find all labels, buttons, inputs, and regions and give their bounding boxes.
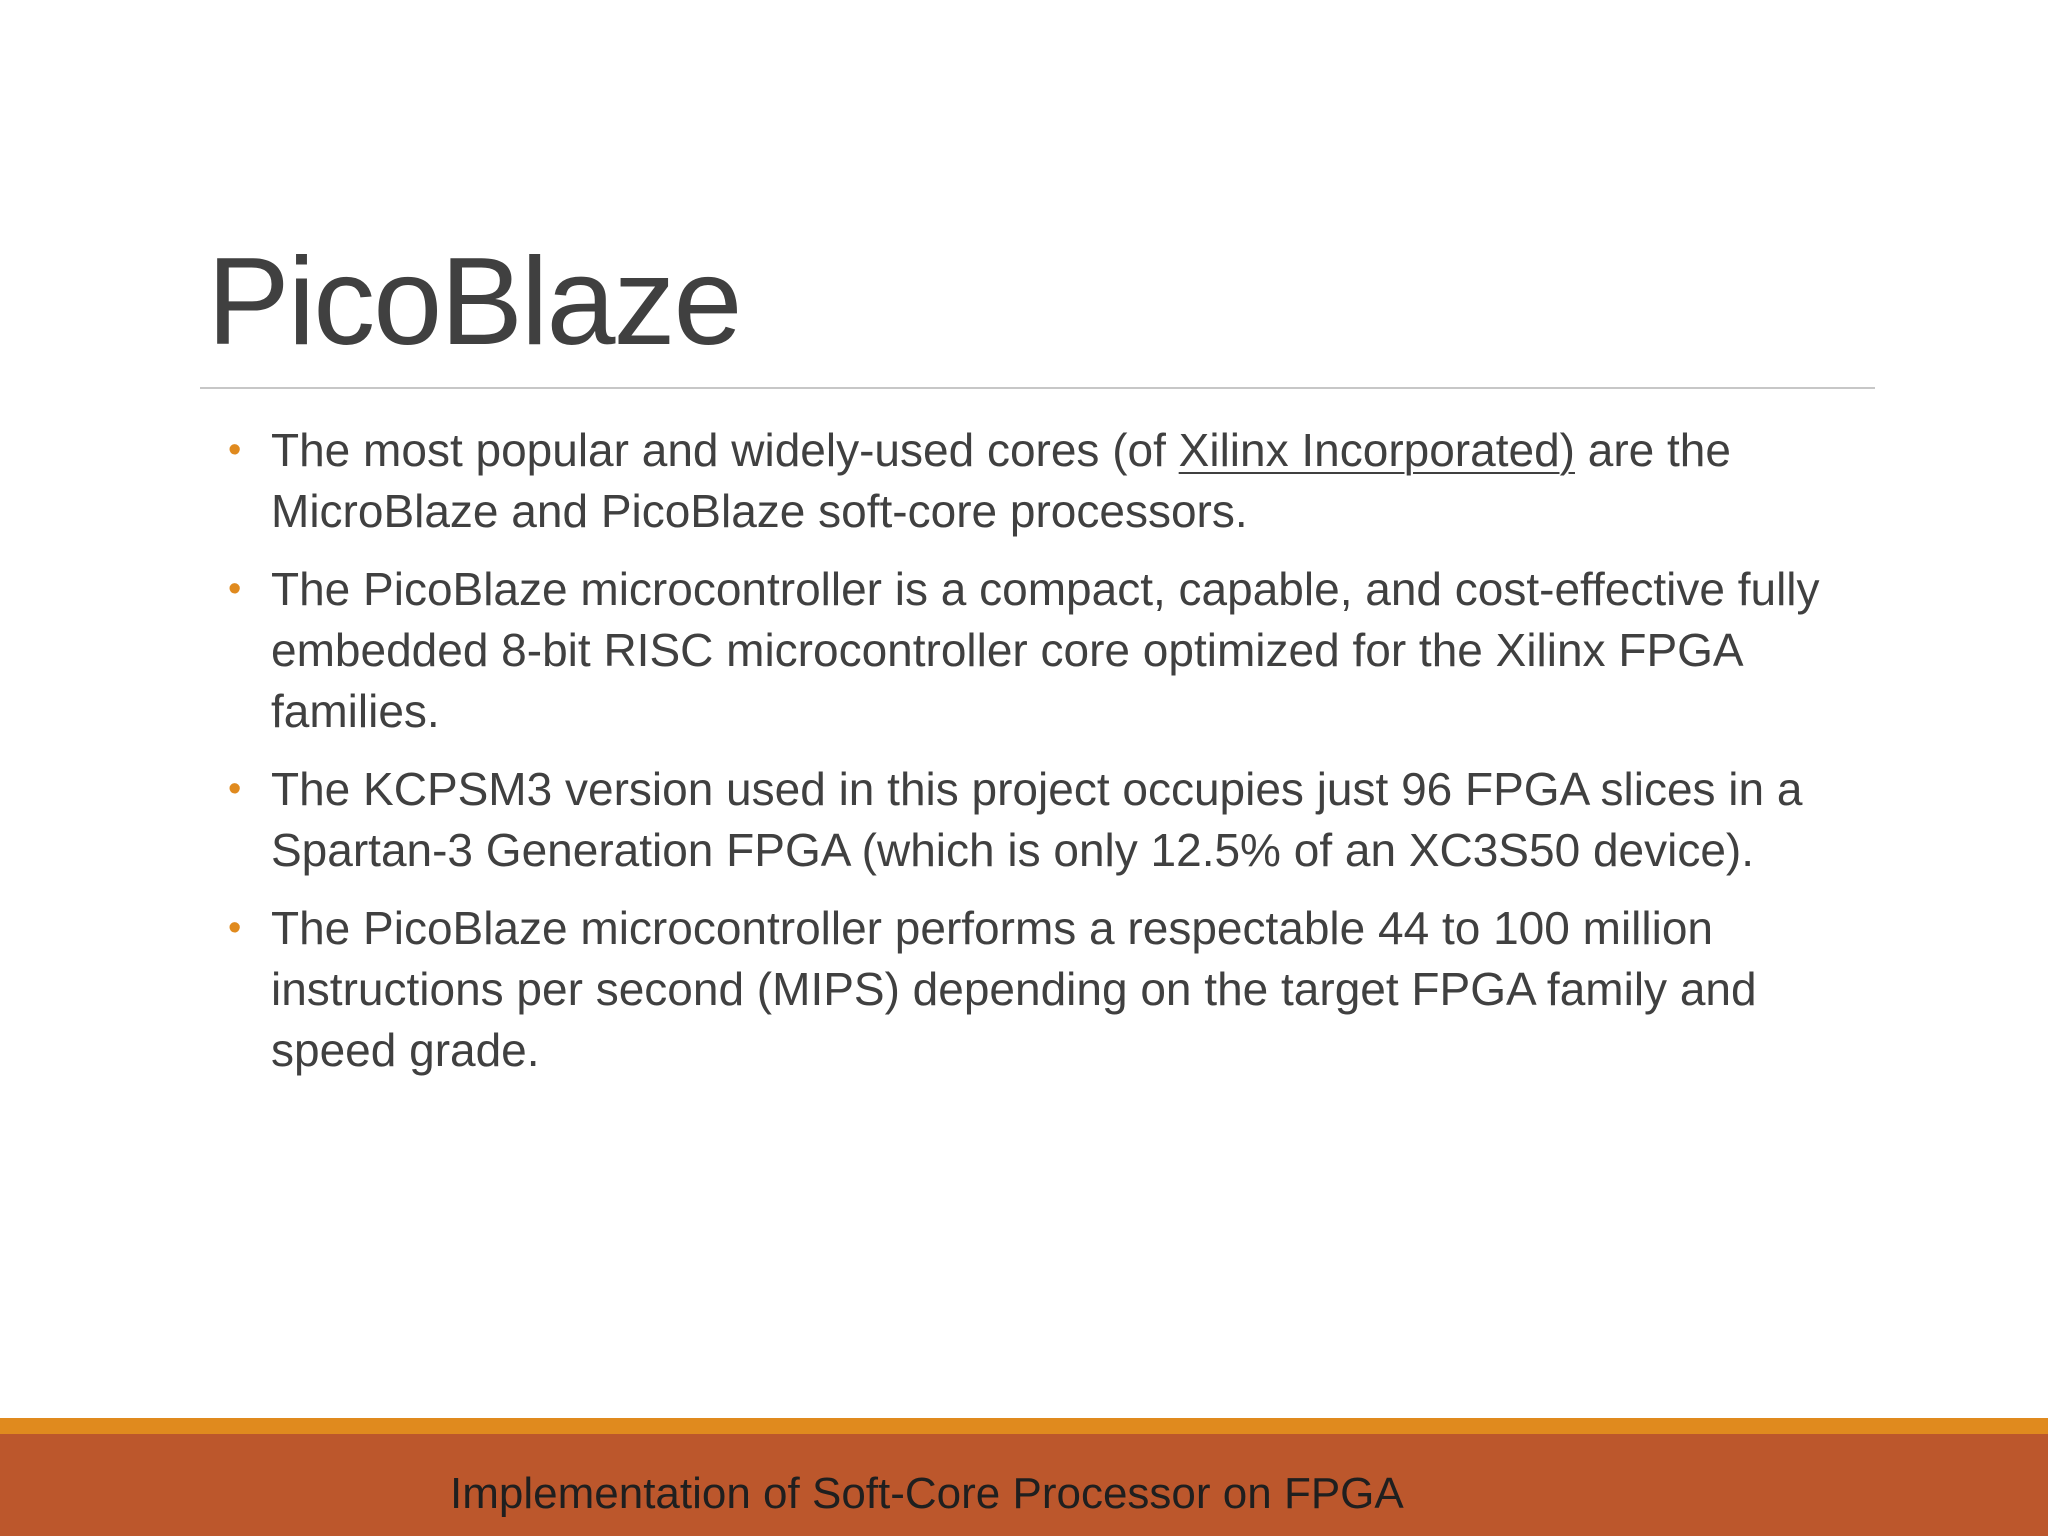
- bullet-dot-icon: •: [228, 768, 242, 810]
- footer-accent-stripe: [0, 1418, 2048, 1434]
- bullet-item: [228, 559, 1868, 742]
- bullet-item: [228, 759, 1868, 881]
- bullet-dot-icon: •: [228, 568, 242, 610]
- bullet-text: are the MicroBlaze and PicoBlaze soft-core processors.: [271, 424, 1731, 537]
- bullet-item: [228, 420, 1868, 542]
- bullet-text: The PicoBlaze microcontroller performs a respectable 44 to 100 million instructions per second (MIPS) depending on the target FPGA family and speed grade.: [271, 902, 1757, 1076]
- bullet-list: [228, 420, 1868, 1098]
- slide-title: PicoBlaze: [207, 233, 741, 371]
- footer-text: Implementation of Soft-Core Processor on FPGA: [450, 1469, 1404, 1518]
- bullet-text: The PicoBlaze microcontroller is a compact, capable, and cost-effective fully embedded 8-bit RISC microcontroller core optimized for the Xilinx FPGA families.: [271, 563, 1820, 737]
- bullet-dot-icon: •: [228, 907, 242, 949]
- bullet-item: [228, 898, 1868, 1081]
- bullet-text: The KCPSM3 version used in this project occupies just 96 FPGA slices in a Spartan-3 Generation FPGA (which is only 12.5% of an XC3S50 device).: [271, 763, 1803, 876]
- bullet-text: The most popular and widely-used cores (of: [271, 424, 1179, 476]
- xilinx-link[interactable]: Xilinx Incorporated): [1178, 424, 1575, 476]
- bullet-dot-icon: •: [228, 429, 242, 471]
- title-divider: [200, 387, 1875, 389]
